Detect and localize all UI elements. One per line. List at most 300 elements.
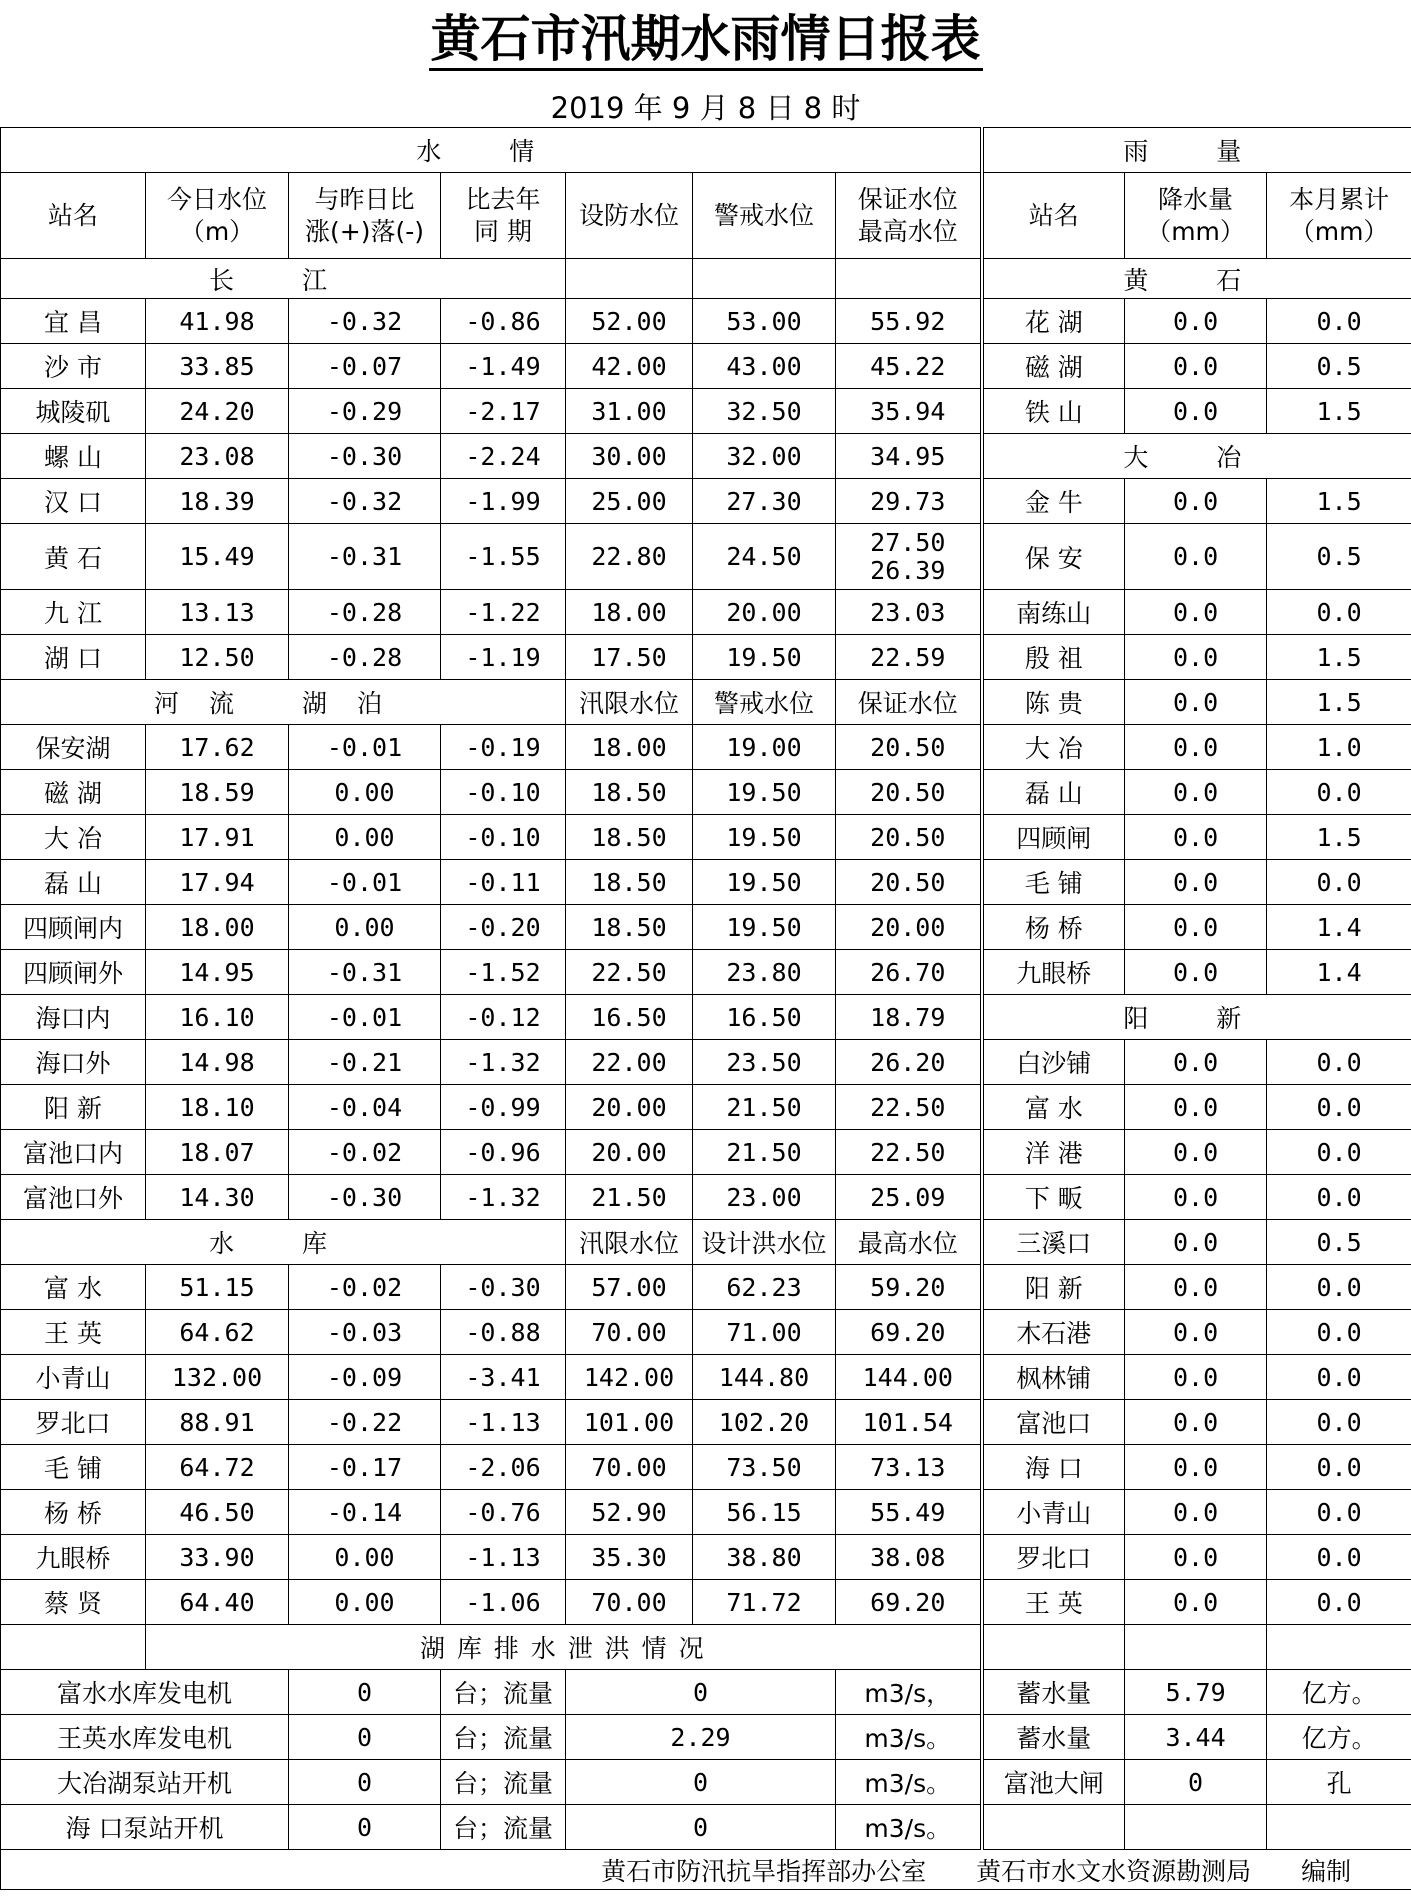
today-level: 41.98 [146, 299, 289, 344]
station-name: 九 江 [1, 590, 146, 635]
water-section-header: 水 情 [1, 128, 982, 173]
guarantee-level: 101.54 [836, 1400, 982, 1445]
guarantee-level: 73.13 [836, 1445, 982, 1490]
table-row [1, 1535, 1411, 1580]
guarantee-level: 45.22 [836, 344, 982, 389]
guarantee-level: 29.73 [836, 479, 982, 524]
defense-level: 52.00 [566, 299, 693, 344]
today-level: 17.94 [146, 860, 289, 905]
defense-level: 22.50 [566, 950, 693, 995]
month-total-value: 1.4 [1267, 905, 1411, 950]
rainfall-value: 0.0 [1125, 1580, 1267, 1625]
guarantee-level: 20.50 [836, 770, 982, 815]
station-name: 罗北口 [1, 1400, 146, 1445]
header-design-flood: 设计洪水位 [693, 1220, 836, 1265]
defense-level: 70.00 [566, 1310, 693, 1355]
rain-region-label: 黄 石 [982, 259, 1411, 299]
unit-count: 0 [289, 1715, 441, 1760]
today-level: 12.50 [146, 635, 289, 680]
storage-unit [1267, 1805, 1411, 1850]
rain-station-name: 富 水 [982, 1085, 1125, 1130]
guarantee-level: 144.00 [836, 1355, 982, 1400]
guarantee-level: 23.03 [836, 590, 982, 635]
rainfall-value: 0.0 [1125, 1490, 1267, 1535]
rain-station-name: 罗北口 [982, 1535, 1125, 1580]
today-level: 33.90 [146, 1535, 289, 1580]
change-vs-yesterday: -0.32 [289, 299, 441, 344]
defense-level: 142.00 [566, 1355, 693, 1400]
month-total-value: 0.0 [1267, 1175, 1411, 1220]
unit-text: 台；流量 [441, 1760, 566, 1805]
guarantee-level: 18.79 [836, 995, 982, 1040]
defense-level: 70.00 [566, 1580, 693, 1625]
header-vs-last-year: 比去年 同 期 [441, 173, 566, 259]
flow-unit: m3/s。 [836, 1715, 982, 1760]
rainfall-value: 0.0 [1125, 635, 1267, 680]
table-row [1, 344, 1411, 389]
rainfall-value: 0.0 [1125, 1355, 1267, 1400]
defense-level: 57.00 [566, 1265, 693, 1310]
warning-level: 20.00 [693, 590, 836, 635]
change-vs-last-year: -0.96 [441, 1130, 566, 1175]
section-rivers-lakes: 河流 湖泊 [1, 680, 566, 725]
change-vs-last-year: -0.30 [441, 1265, 566, 1310]
month-total-value: 0.0 [1267, 1580, 1411, 1625]
defense-level: 35.30 [566, 1535, 693, 1580]
table-row [1, 1805, 1411, 1850]
footer-credit: 黄石市防汛抗旱指挥部办公室 黄石市水文水资源勘测局 编制 [1, 1850, 1411, 1890]
today-level: 132.00 [146, 1355, 289, 1400]
change-vs-last-year: -1.13 [441, 1400, 566, 1445]
change-vs-yesterday: 0.00 [289, 815, 441, 860]
guarantee-level: 35.94 [836, 389, 982, 434]
station-name: 大 冶 [1, 815, 146, 860]
change-vs-yesterday: -0.32 [289, 479, 441, 524]
rain-station-name: 南练山 [982, 590, 1125, 635]
table-row [1, 1220, 1411, 1265]
change-vs-yesterday: -0.04 [289, 1085, 441, 1130]
table-row [1, 1445, 1411, 1490]
rain-station-name: 磁 湖 [982, 344, 1125, 389]
table-row [1, 434, 1411, 479]
warning-level: 23.80 [693, 950, 836, 995]
station-name: 螺 山 [1, 434, 146, 479]
warning-level: 23.00 [693, 1175, 836, 1220]
station-name: 磁 湖 [1, 770, 146, 815]
defense-level: 18.50 [566, 815, 693, 860]
rain-region-label: 大 冶 [982, 434, 1411, 479]
rain-station-name: 大 冶 [982, 725, 1125, 770]
rainfall-value: 0.0 [1125, 770, 1267, 815]
table-row [1, 725, 1411, 770]
table-row [1, 860, 1411, 905]
rainfall-value: 0.0 [1125, 1310, 1267, 1355]
header-station: 站名 [1, 173, 146, 259]
today-level: 17.62 [146, 725, 289, 770]
header-warning: 警戒水位 [693, 680, 836, 725]
header-res-flood-limit: 汛限水位 [566, 1220, 693, 1265]
rainfall-value: 0.0 [1125, 680, 1267, 725]
drainage-title: 湖 库 排 水 泄 洪 情 况 [146, 1625, 982, 1670]
max-level-value: 26.39 [870, 555, 946, 585]
change-vs-last-year: -1.19 [441, 635, 566, 680]
unit-count: 0 [289, 1760, 441, 1805]
station-name: 海口内 [1, 995, 146, 1040]
warning-level: 43.00 [693, 344, 836, 389]
blank-cell [566, 259, 693, 299]
rain-station-name: 陈 贵 [982, 680, 1125, 725]
defense-level: 70.00 [566, 1445, 693, 1490]
warning-level: 19.50 [693, 815, 836, 860]
table-row [1, 1850, 1411, 1890]
month-total-value: 0.0 [1267, 590, 1411, 635]
change-vs-yesterday: -0.01 [289, 995, 441, 1040]
drainage-label: 海 口泵站开机 [1, 1805, 289, 1850]
defense-level: 52.90 [566, 1490, 693, 1535]
today-level: 23.08 [146, 434, 289, 479]
guarantee-level: 22.59 [836, 635, 982, 680]
today-level: 17.91 [146, 815, 289, 860]
change-vs-yesterday: 0.00 [289, 1535, 441, 1580]
today-level: 14.98 [146, 1040, 289, 1085]
warning-level: 24.50 [693, 524, 836, 590]
defense-level: 18.50 [566, 905, 693, 950]
station-name: 小青山 [1, 1355, 146, 1400]
flow-value: 0 [566, 1805, 836, 1850]
table-row [1, 635, 1411, 680]
table-row [1, 1670, 1411, 1715]
change-vs-yesterday: 0.00 [289, 770, 441, 815]
month-total-value: 0.0 [1267, 1355, 1411, 1400]
rain-station-name: 海 口 [982, 1445, 1125, 1490]
table-row [1, 1580, 1411, 1625]
storage-value: 3.44 [1125, 1715, 1267, 1760]
table-row [1, 1265, 1411, 1310]
rain-station-name: 铁 山 [982, 389, 1125, 434]
rain-station-name: 杨 桥 [982, 905, 1125, 950]
station-name: 磊 山 [1, 860, 146, 905]
flow-unit: m3/s。 [836, 1760, 982, 1805]
station-name: 宜 昌 [1, 299, 146, 344]
rainfall-value: 0.0 [1125, 344, 1267, 389]
flow-value: 0 [566, 1670, 836, 1715]
rainfall-value: 0.0 [1125, 1535, 1267, 1580]
today-level: 46.50 [146, 1490, 289, 1535]
rain-station-name: 木石港 [982, 1310, 1125, 1355]
rainfall-value: 0.0 [1125, 950, 1267, 995]
today-level: 18.00 [146, 905, 289, 950]
today-level: 64.62 [146, 1310, 289, 1355]
table-row [1, 590, 1411, 635]
today-level: 64.72 [146, 1445, 289, 1490]
drainage-label: 大冶湖泵站开机 [1, 1760, 289, 1805]
defense-level: 18.50 [566, 770, 693, 815]
guarantee-level [836, 524, 982, 590]
rain-station-name: 富池口 [982, 1400, 1125, 1445]
rain-station-name: 阳 新 [982, 1265, 1125, 1310]
rain-station-name: 枫林铺 [982, 1355, 1125, 1400]
warning-level: 71.00 [693, 1310, 836, 1355]
section-yangtze: 长 江 [1, 259, 566, 299]
rain-station-name: 磊 山 [982, 770, 1125, 815]
table-row [1, 1085, 1411, 1130]
rainfall-value: 0.0 [1125, 860, 1267, 905]
change-vs-last-year: -0.20 [441, 905, 566, 950]
blank-cell [982, 1625, 1125, 1670]
rain-station-name: 保 安 [982, 524, 1125, 590]
rainfall-value: 0.0 [1125, 1130, 1267, 1175]
rainfall-value: 0.0 [1125, 389, 1267, 434]
table-row [1, 1130, 1411, 1175]
table-row [1, 950, 1411, 995]
month-total-value: 0.5 [1267, 1220, 1411, 1265]
month-total-value: 1.5 [1267, 680, 1411, 725]
header-vs-yesterday: 与昨日比 涨(+)落(-) [289, 173, 441, 259]
rainfall-value: 0.0 [1125, 725, 1267, 770]
table-row [1, 299, 1411, 344]
drainage-label: 富水水库发电机 [1, 1670, 289, 1715]
change-vs-yesterday: -0.01 [289, 725, 441, 770]
table-row [1, 995, 1411, 1040]
guarantee-level: 55.92 [836, 299, 982, 344]
defense-level: 25.00 [566, 479, 693, 524]
change-vs-yesterday: -0.07 [289, 344, 441, 389]
change-vs-last-year: -2.06 [441, 1445, 566, 1490]
unit-text: 台；流量 [441, 1670, 566, 1715]
warning-level: 56.15 [693, 1490, 836, 1535]
section-reservoir: 水 库 [1, 1220, 566, 1265]
station-name: 城陵矶 [1, 389, 146, 434]
table-row [1, 1310, 1411, 1355]
flow-unit: m3/s。 [836, 1805, 982, 1850]
warning-level: 53.00 [693, 299, 836, 344]
rainfall-value: 0.0 [1125, 1265, 1267, 1310]
defense-level: 42.00 [566, 344, 693, 389]
change-vs-last-year: -3.41 [441, 1355, 566, 1400]
rainfall-value: 0.0 [1125, 479, 1267, 524]
today-level: 14.95 [146, 950, 289, 995]
defense-level: 20.00 [566, 1085, 693, 1130]
header-guarantee: 保证水位 [836, 680, 982, 725]
month-total-value: 1.5 [1267, 815, 1411, 860]
table-row [1, 524, 1411, 590]
warning-level: 38.80 [693, 1535, 836, 1580]
warning-level: 144.80 [693, 1355, 836, 1400]
blank-cell [1125, 1625, 1267, 1670]
today-level: 33.85 [146, 344, 289, 389]
guarantee-level: 34.95 [836, 434, 982, 479]
rainfall-value: 0.0 [1125, 1400, 1267, 1445]
month-total-value: 1.5 [1267, 389, 1411, 434]
change-vs-last-year: -2.24 [441, 434, 566, 479]
month-total-value: 0.0 [1267, 1490, 1411, 1535]
rainfall-value: 0.0 [1125, 815, 1267, 860]
change-vs-last-year: -1.55 [441, 524, 566, 590]
change-vs-last-year: -0.19 [441, 725, 566, 770]
warning-level: 19.50 [693, 905, 836, 950]
rain-station-name: 下 畈 [982, 1175, 1125, 1220]
guarantee-level: 69.20 [836, 1580, 982, 1625]
change-vs-last-year: -1.06 [441, 1580, 566, 1625]
change-vs-yesterday: -0.30 [289, 1175, 441, 1220]
warning-level: 19.50 [693, 770, 836, 815]
rain-station-name: 洋 港 [982, 1130, 1125, 1175]
station-name: 保安湖 [1, 725, 146, 770]
defense-level: 22.00 [566, 1040, 693, 1085]
station-name: 毛 铺 [1, 1445, 146, 1490]
month-total-value: 0.0 [1267, 1085, 1411, 1130]
warning-level: 71.72 [693, 1580, 836, 1625]
change-vs-yesterday: -0.09 [289, 1355, 441, 1400]
storage-label [982, 1805, 1125, 1850]
station-name: 富池口内 [1, 1130, 146, 1175]
guarantee-level: 59.20 [836, 1265, 982, 1310]
change-vs-last-year: -2.17 [441, 389, 566, 434]
table-row [1, 1715, 1411, 1760]
guarantee-level: 22.50 [836, 1085, 982, 1130]
change-vs-last-year: -0.10 [441, 770, 566, 815]
change-vs-yesterday: -0.28 [289, 635, 441, 680]
rain-station-name: 小青山 [982, 1490, 1125, 1535]
month-total-value: 0.0 [1267, 1130, 1411, 1175]
table-row [1, 1175, 1411, 1220]
rain-station-name: 四顾闸 [982, 815, 1125, 860]
station-name: 富池口外 [1, 1175, 146, 1220]
table-row [1, 389, 1411, 434]
month-total-value: 0.5 [1267, 524, 1411, 590]
unit-text: 台；流量 [441, 1715, 566, 1760]
table-row [1, 1490, 1411, 1535]
change-vs-yesterday: -0.01 [289, 860, 441, 905]
station-name: 杨 桥 [1, 1490, 146, 1535]
change-vs-last-year: -1.22 [441, 590, 566, 635]
month-total-value: 0.0 [1267, 299, 1411, 344]
month-total-value: 0.0 [1267, 1445, 1411, 1490]
guarantee-level-value: 27.50 [870, 527, 946, 557]
header-warning-level: 警戒水位 [693, 173, 836, 259]
month-total-value: 1.0 [1267, 725, 1411, 770]
rain-station-name: 花 湖 [982, 299, 1125, 344]
rainfall-value: 0.0 [1125, 524, 1267, 590]
guarantee-level: 20.50 [836, 725, 982, 770]
today-level: 64.40 [146, 1580, 289, 1625]
station-name: 蔡 贤 [1, 1580, 146, 1625]
table-row [1, 905, 1411, 950]
station-name: 富 水 [1, 1265, 146, 1310]
today-level: 16.10 [146, 995, 289, 1040]
defense-level: 17.50 [566, 635, 693, 680]
table-row [1, 1760, 1411, 1805]
guarantee-level: 26.70 [836, 950, 982, 995]
flow-value: 2.29 [566, 1715, 836, 1760]
change-vs-yesterday: -0.31 [289, 950, 441, 995]
month-total-value: 0.0 [1267, 860, 1411, 905]
flow-unit: m3/s， [836, 1670, 982, 1715]
table-row [1, 479, 1411, 524]
rainfall-value: 0.0 [1125, 1085, 1267, 1130]
report-date: 2019 年 9 月 8 日 8 时 [550, 91, 861, 125]
blank-cell [693, 259, 836, 299]
month-total-value: 0.0 [1267, 770, 1411, 815]
today-level: 51.15 [146, 1265, 289, 1310]
change-vs-last-year: -1.32 [441, 1040, 566, 1085]
station-name: 四顾闸内 [1, 905, 146, 950]
rainfall-value: 0.0 [1125, 1220, 1267, 1265]
guarantee-level: 25.09 [836, 1175, 982, 1220]
warning-level: 32.00 [693, 434, 836, 479]
warning-level: 32.50 [693, 389, 836, 434]
header-rain-station: 站名 [982, 173, 1125, 259]
change-vs-yesterday: -0.17 [289, 1445, 441, 1490]
rain-station-name: 王 英 [982, 1580, 1125, 1625]
warning-level: 73.50 [693, 1445, 836, 1490]
change-vs-yesterday: 0.00 [289, 905, 441, 950]
header-guarantee-level: 保证水位 最高水位 [836, 173, 982, 259]
station-name: 汉 口 [1, 479, 146, 524]
storage-label: 蓄水量 [982, 1670, 1125, 1715]
defense-level: 30.00 [566, 434, 693, 479]
table-row [1, 1355, 1411, 1400]
defense-level: 18.50 [566, 860, 693, 905]
month-total-value: 0.0 [1267, 1310, 1411, 1355]
month-total-value: 0.5 [1267, 344, 1411, 389]
change-vs-yesterday: -0.21 [289, 1040, 441, 1085]
unit-text: 台；流量 [441, 1805, 566, 1850]
change-vs-last-year: -1.32 [441, 1175, 566, 1220]
warning-level: 21.50 [693, 1130, 836, 1175]
change-vs-yesterday: -0.02 [289, 1265, 441, 1310]
change-vs-yesterday: -0.28 [289, 590, 441, 635]
station-name: 四顾闸外 [1, 950, 146, 995]
month-total-value: 1.4 [1267, 950, 1411, 995]
rain-station-name: 毛 铺 [982, 860, 1125, 905]
today-level: 24.20 [146, 389, 289, 434]
storage-value [1125, 1805, 1267, 1850]
header-flood-limit: 汛限水位 [566, 680, 693, 725]
storage-unit: 亿方。 [1267, 1715, 1411, 1760]
today-level: 18.10 [146, 1085, 289, 1130]
header-max-level: 最高水位 [836, 1220, 982, 1265]
blank-cell [1267, 1625, 1411, 1670]
guarantee-level: 20.00 [836, 905, 982, 950]
defense-level: 18.00 [566, 590, 693, 635]
warning-level: 62.23 [693, 1265, 836, 1310]
rainfall-value: 0.0 [1125, 1175, 1267, 1220]
today-level: 13.13 [146, 590, 289, 635]
today-level: 15.49 [146, 524, 289, 590]
today-level: 88.91 [146, 1400, 289, 1445]
change-vs-yesterday: -0.30 [289, 434, 441, 479]
today-level: 18.59 [146, 770, 289, 815]
change-vs-yesterday: 0.00 [289, 1580, 441, 1625]
warning-level: 19.00 [693, 725, 836, 770]
blank-cell [1, 1625, 146, 1670]
blank-cell [836, 259, 982, 299]
table-row [1, 1040, 1411, 1085]
unit-count: 0 [289, 1805, 441, 1850]
rain-station-name: 三溪口 [982, 1220, 1125, 1265]
rainfall-value: 0.0 [1125, 1445, 1267, 1490]
station-name: 沙 市 [1, 344, 146, 389]
report-title: 黄石市汛期水雨情日报表 [0, 8, 1411, 70]
rain-station-name: 金 牛 [982, 479, 1125, 524]
guarantee-level: 20.50 [836, 860, 982, 905]
warning-level: 19.50 [693, 860, 836, 905]
rainfall-value: 0.0 [1125, 905, 1267, 950]
header-defense-level: 设防水位 [566, 173, 693, 259]
today-level: 18.07 [146, 1130, 289, 1175]
rain-station-name: 九眼桥 [982, 950, 1125, 995]
